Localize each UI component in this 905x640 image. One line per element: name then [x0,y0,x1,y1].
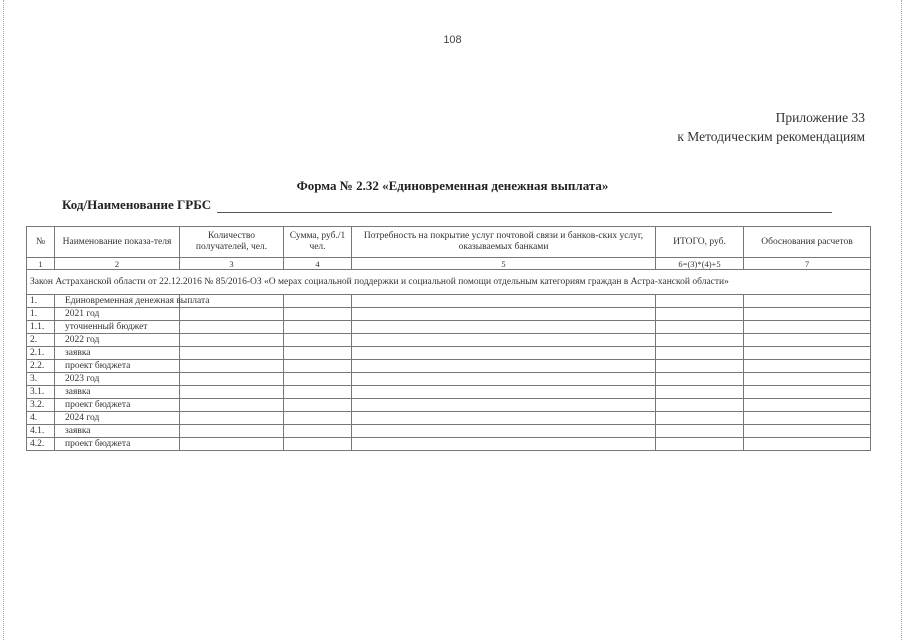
table-row [27,295,871,308]
table-row [27,360,871,373]
empty-cell [352,347,656,360]
empty-cell [656,373,744,386]
column-number: 3 [180,258,284,270]
table-row [27,399,871,412]
row-number: 1.1. [27,321,55,334]
column-number: 4 [284,258,352,270]
table-row [27,425,871,438]
row-number: 4.1. [27,425,55,438]
row-number: 3.1. [27,386,55,399]
empty-cell [180,438,284,451]
row-number: 3. [27,373,55,386]
empty-cell [656,412,744,425]
empty-cell [180,399,284,412]
empty-cell [284,399,352,412]
empty-cell [352,334,656,347]
empty-cell [284,295,352,308]
empty-cell [352,321,656,334]
empty-cell [284,386,352,399]
law-reference-row [27,270,871,295]
row-indicator-name: 2022 год [55,334,180,347]
table-row [27,438,871,451]
column-number: 2 [55,258,180,270]
empty-cell [352,399,656,412]
empty-cell [656,308,744,321]
empty-cell [656,360,744,373]
empty-cell [352,295,656,308]
page-edge-right [901,0,902,640]
empty-cell [180,347,284,360]
empty-cell [656,321,744,334]
column-number: 1 [27,258,55,270]
table-row [27,386,871,399]
empty-cell [284,373,352,386]
table-row [27,308,871,321]
row-number: 1. [27,295,55,308]
row-number: 2.2. [27,360,55,373]
row-number: 4.2. [27,438,55,451]
empty-cell [180,373,284,386]
empty-cell [744,334,871,347]
empty-cell [656,334,744,347]
row-indicator-name: заявка [55,386,180,399]
grbs-blank-line [217,198,832,213]
header-postal-bank-services: Потребность на покрытие услуг почтовой связи и банков-ских услуг, оказываемых банками [352,227,656,258]
empty-cell [656,347,744,360]
header-justification: Обоснования расчетов [744,227,871,258]
table-header-row [27,227,871,258]
empty-cell [180,360,284,373]
empty-cell [352,373,656,386]
row-indicator-name: заявка [55,425,180,438]
empty-cell [744,347,871,360]
row-indicator-name: проект бюджета [55,438,180,451]
row-indicator-name: Единовременная денежная выплата [55,295,180,308]
empty-cell [180,321,284,334]
empty-cell [744,295,871,308]
appendix-line-2: к Методическим рекомендациям [677,129,865,144]
header-total: ИТОГО, руб. [656,227,744,258]
empty-cell [180,308,284,321]
empty-cell [284,425,352,438]
empty-cell [656,399,744,412]
column-numbers-row [27,258,871,270]
row-number: 2.1. [27,347,55,360]
grbs-label: Код/Наименование ГРБС [62,197,212,212]
empty-cell [744,386,871,399]
empty-cell [180,334,284,347]
empty-cell [352,308,656,321]
empty-cell [284,438,352,451]
empty-cell [744,399,871,412]
empty-cell [352,412,656,425]
appendix-caption [677,108,865,146]
row-indicator-name: 2024 год [55,412,180,425]
empty-cell [284,321,352,334]
grbs-field [62,197,832,213]
empty-cell [744,360,871,373]
header-number: № [27,227,55,258]
payment-form-table [26,226,871,451]
row-indicator-name: уточненный бюджет [55,321,180,334]
empty-cell [284,347,352,360]
empty-cell [180,425,284,438]
table-row [27,347,871,360]
table-row [27,334,871,347]
empty-cell [284,360,352,373]
empty-cell [744,438,871,451]
empty-cell [744,425,871,438]
empty-cell [284,308,352,321]
table-row [27,321,871,334]
row-indicator-name: 2023 год [55,373,180,386]
empty-cell [656,295,744,308]
empty-cell [744,373,871,386]
empty-cell [284,334,352,347]
row-indicator-name: проект бюджета [55,399,180,412]
empty-cell [352,438,656,451]
row-indicator-name: 2021 год [55,308,180,321]
empty-cell [656,386,744,399]
table-row [27,373,871,386]
empty-cell [352,360,656,373]
header-indicator-name: Наименование показа-теля [55,227,180,258]
empty-cell [744,321,871,334]
empty-cell [656,438,744,451]
column-number: 6=(3)*(4)+5 [656,258,744,270]
empty-cell [656,425,744,438]
appendix-line-1: Приложение 33 [775,110,865,125]
page-edge-left [3,0,4,640]
empty-cell [284,412,352,425]
form-title: Форма № 2.32 «Единовременная денежная выплата» [296,178,609,193]
page-number: 108 [443,34,462,46]
row-indicator-name: проект бюджета [55,360,180,373]
header-recipients-count: Количество получателей, чел. [180,227,284,258]
table-row [27,412,871,425]
empty-cell [180,386,284,399]
empty-cell [180,412,284,425]
row-number: 4. [27,412,55,425]
empty-cell [744,412,871,425]
empty-cell [352,425,656,438]
row-indicator-name: заявка [55,347,180,360]
row-number: 1. [27,308,55,321]
empty-cell [352,386,656,399]
column-number: 5 [352,258,656,270]
row-number: 2. [27,334,55,347]
law-reference-text: Закон Астраханской области от 22.12.2016 № 85/2016-ОЗ «О мерах социальной поддержки и социальной помощи отдельным категориям граждан в Астра-ханской области» [27,270,871,295]
row-number: 3.2. [27,399,55,412]
empty-cell [744,308,871,321]
header-amount-per-person: Сумма, руб./1 чел. [284,227,352,258]
column-number: 7 [744,258,871,270]
